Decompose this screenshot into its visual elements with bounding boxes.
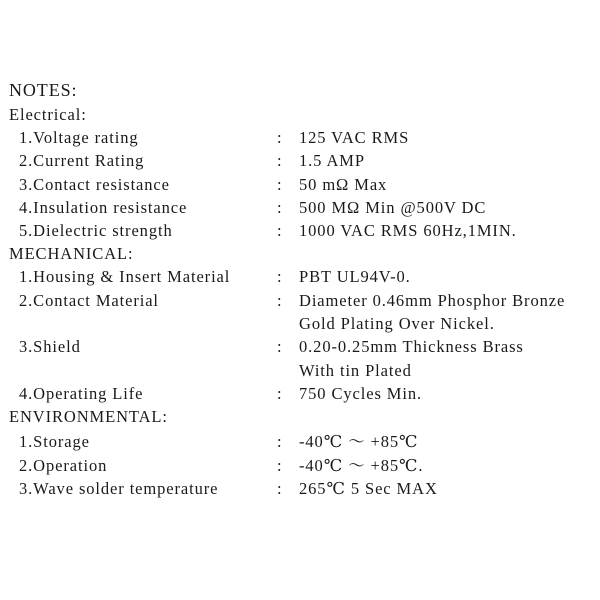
spec-separator: : xyxy=(277,455,283,475)
section-title-mechanical: MECHANICAL: xyxy=(9,244,134,264)
section-title-electrical: Electrical: xyxy=(9,105,87,124)
spec-label: 3.Contact resistance xyxy=(19,174,170,194)
spec-row-storage xyxy=(9,430,597,453)
spec-value: 50 mΩ Max xyxy=(299,174,388,194)
spec-label: 2.Current Rating xyxy=(19,151,145,171)
spec-row-operation xyxy=(9,454,597,477)
spec-separator: : xyxy=(277,383,283,403)
spec-value: -40℃ ～ +85℃ xyxy=(299,432,419,452)
spec-separator: : xyxy=(277,337,283,357)
spec-separator: : xyxy=(277,432,283,452)
spec-value: 1000 VAC RMS 60Hz,1MIN. xyxy=(299,221,517,241)
spec-value: 500 MΩ Min @500V DC xyxy=(299,197,487,217)
spec-row-shield xyxy=(9,335,597,382)
spec-label: 1.Housing & Insert Material xyxy=(19,267,231,287)
spec-label: 4.Insulation resistance xyxy=(19,197,188,217)
spec-row-housing-material xyxy=(9,265,597,288)
spec-row-insulation-resistance xyxy=(9,196,597,219)
spec-row-contact-material xyxy=(9,289,597,336)
spec-value: PBT UL94V-0. xyxy=(299,267,411,287)
spec-value-continued: With tin Plated xyxy=(299,360,412,380)
spec-separator: : xyxy=(277,290,283,310)
spec-label: 4.Operating Life xyxy=(19,383,144,403)
spec-value-continued: Gold Plating Over Nickel. xyxy=(299,314,495,334)
spec-row-wave-solder-temperature xyxy=(9,477,597,500)
spec-row-operating-life xyxy=(9,382,597,405)
section-title-environmental: ENVIRONMENTAL: xyxy=(9,407,168,427)
spec-label: 2.Operation xyxy=(19,455,108,475)
spec-row-voltage-rating xyxy=(9,126,597,149)
spec-value: 750 Cycles Min. xyxy=(299,383,423,403)
spec-row-dielectric-strength xyxy=(9,219,597,242)
spec-value: 125 VAC RMS xyxy=(299,128,410,147)
spec-row-current-rating xyxy=(9,149,597,172)
spec-value: -40℃ ～ +85℃. xyxy=(299,455,424,475)
spec-value: 0.20-0.25mm Thickness Brass xyxy=(299,337,524,357)
spec-separator: : xyxy=(277,221,283,241)
spec-label: 3.Wave solder temperature xyxy=(19,478,219,498)
spec-separator: : xyxy=(277,151,283,171)
spec-row-contact-resistance xyxy=(9,173,597,196)
spec-separator: : xyxy=(277,174,283,194)
spec-separator: : xyxy=(277,478,283,498)
spec-separator: : xyxy=(277,267,283,287)
spec-value: 1.5 AMP xyxy=(299,151,365,171)
notes-heading: NOTES: xyxy=(9,80,78,100)
spec-value: 265℃ 5 Sec MAX xyxy=(299,478,438,498)
spec-label: 5.Dielectric strength xyxy=(19,221,173,241)
spec-value: Diameter 0.46mm Phosphor Bronze xyxy=(299,290,566,310)
spec-label: 3.Shield xyxy=(19,337,81,357)
spec-notes-document xyxy=(9,78,597,500)
spec-label: 1.Voltage rating xyxy=(19,128,139,147)
spec-separator: : xyxy=(277,197,283,217)
spec-label: 1.Storage xyxy=(19,432,90,452)
spec-label: 2.Contact Material xyxy=(19,290,159,310)
spec-separator: : xyxy=(277,128,283,147)
